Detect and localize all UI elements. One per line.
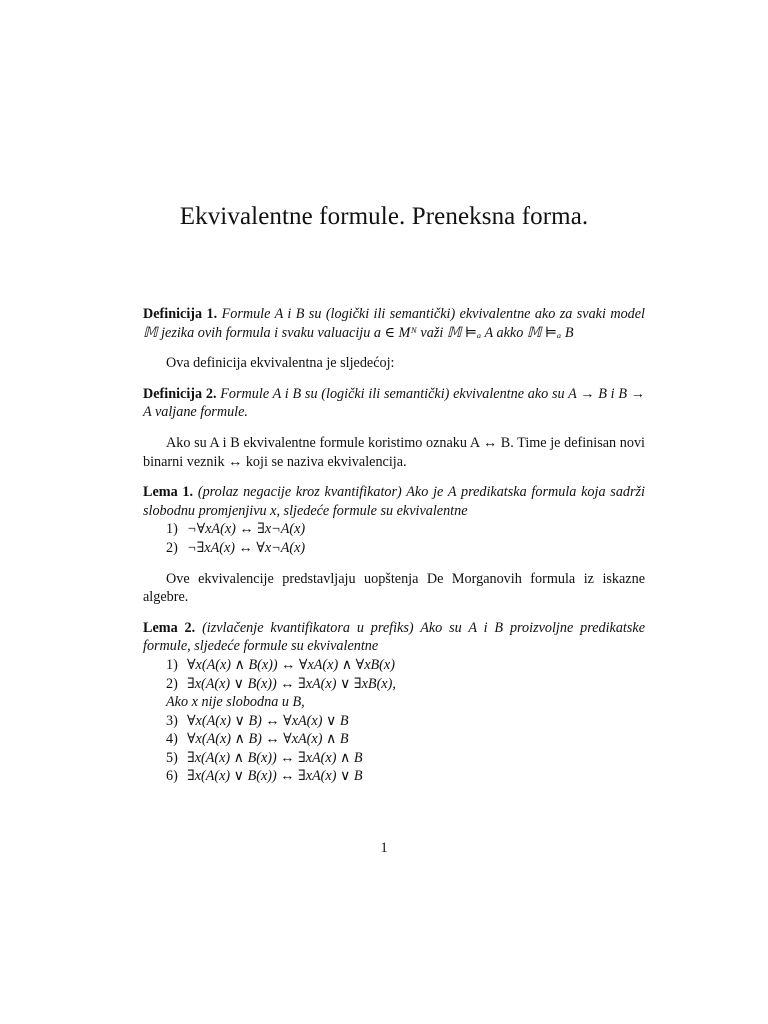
definition-2-text: Formule A i B su (logički ili semantički) ekvivalentne ako su A → B i B → A valjane formule. bbox=[143, 385, 645, 421]
paragraph-1: Ova definicija ekvivalentna je sljedećoj: bbox=[166, 355, 395, 372]
lemma-1-text: (prolaz negacije kroz kvantifikator) Ako je A predikatska formula koja sadrži slobodnu promjenjivu x, sljedeće formule su ekvivalentne bbox=[143, 484, 645, 519]
document-title: Ekvivalentne formule. Preneksna forma. bbox=[179, 203, 589, 230]
definition-2 bbox=[143, 385, 645, 422]
lemma-2-statement bbox=[143, 619, 645, 656]
item-number: 1) bbox=[166, 656, 178, 673]
definition-2-label: Definicija 2. bbox=[143, 385, 217, 402]
list-item bbox=[166, 749, 645, 768]
list-item bbox=[166, 730, 645, 749]
paragraph-3: Ove ekvivalencije predstavljaju uopštenja De Morganovih formula iz iskazne algebre. bbox=[143, 570, 645, 606]
item-formula: ¬∀xA(x) ↔ ∃x¬A(x) bbox=[187, 521, 306, 538]
lemma-1-label: Lema 1. bbox=[143, 484, 194, 501]
item-number: 2) bbox=[166, 539, 178, 556]
list-item bbox=[166, 767, 645, 786]
item-number: 6) bbox=[166, 768, 178, 785]
list-item bbox=[166, 675, 645, 694]
item-formula: ∃x(A(x) ∨ B(x)) ↔ ∃xA(x) ∨ B bbox=[187, 768, 363, 785]
definition-1-text: Formule A i B su (logički ili semantički) ekvivalentne ako za svaki model 𝕄 jezika ovih formula i svaku valuaciju a ∈ Mᴺ važi 𝕄 ⊨ₐ A akko 𝕄 ⊨ₐ B bbox=[143, 306, 645, 341]
item-number: 3) bbox=[166, 712, 178, 729]
list-item bbox=[166, 539, 645, 558]
item-formula: ∃x(A(x) ∨ B(x)) ↔ ∃xA(x) ∨ ∃xB(x), bbox=[187, 675, 396, 692]
paragraph-2: Ako su A i B ekvivalentne formule koristimo oznaku A ↔ B. Time je definisan novi binarni veznik ↔ koji se naziva ekvivalencija. bbox=[143, 434, 645, 470]
lemma-2-text: (izvlačenje kvantifikatora u prefiks) Ako su A i B proizvoljne predikatske formule, sljedeće formule su ekvivalentne bbox=[143, 619, 645, 655]
list-item bbox=[166, 656, 645, 675]
page-number: 1 bbox=[380, 840, 388, 856]
list-item bbox=[166, 520, 645, 539]
lemma-1-list bbox=[143, 520, 645, 557]
lemma-1 bbox=[143, 483, 645, 557]
lemma-1-statement bbox=[143, 483, 645, 520]
definition-1 bbox=[143, 305, 645, 342]
document-body bbox=[143, 305, 645, 786]
item-number: 4) bbox=[166, 731, 178, 748]
item-formula: ∃x(A(x) ∧ B(x)) ↔ ∃xA(x) ∧ B bbox=[187, 749, 363, 766]
definition-1-label: Definicija 1. bbox=[143, 306, 218, 322]
item-formula: ∀x(A(x) ∨ B) ↔ ∀xA(x) ∨ B bbox=[187, 712, 349, 729]
item-number: 5) bbox=[166, 749, 178, 766]
item-number: 2) bbox=[166, 675, 178, 692]
lemma-2 bbox=[143, 619, 645, 786]
lemma-2-list-a bbox=[143, 656, 645, 693]
lemma-2-condition-note: Ako x nije slobodna u B, bbox=[166, 694, 305, 711]
item-formula: ∀x(A(x) ∧ B(x)) ↔ ∀xA(x) ∧ ∀xB(x) bbox=[187, 656, 395, 673]
item-number: 1) bbox=[166, 521, 178, 538]
lemma-2-list-b bbox=[143, 712, 645, 786]
list-item bbox=[166, 712, 645, 731]
item-formula: ¬∃xA(x) ↔ ∀x¬A(x) bbox=[187, 539, 306, 556]
lemma-2-label: Lema 2. bbox=[143, 619, 196, 636]
item-formula: ∀x(A(x) ∧ B) ↔ ∀xA(x) ∧ B bbox=[187, 731, 349, 748]
